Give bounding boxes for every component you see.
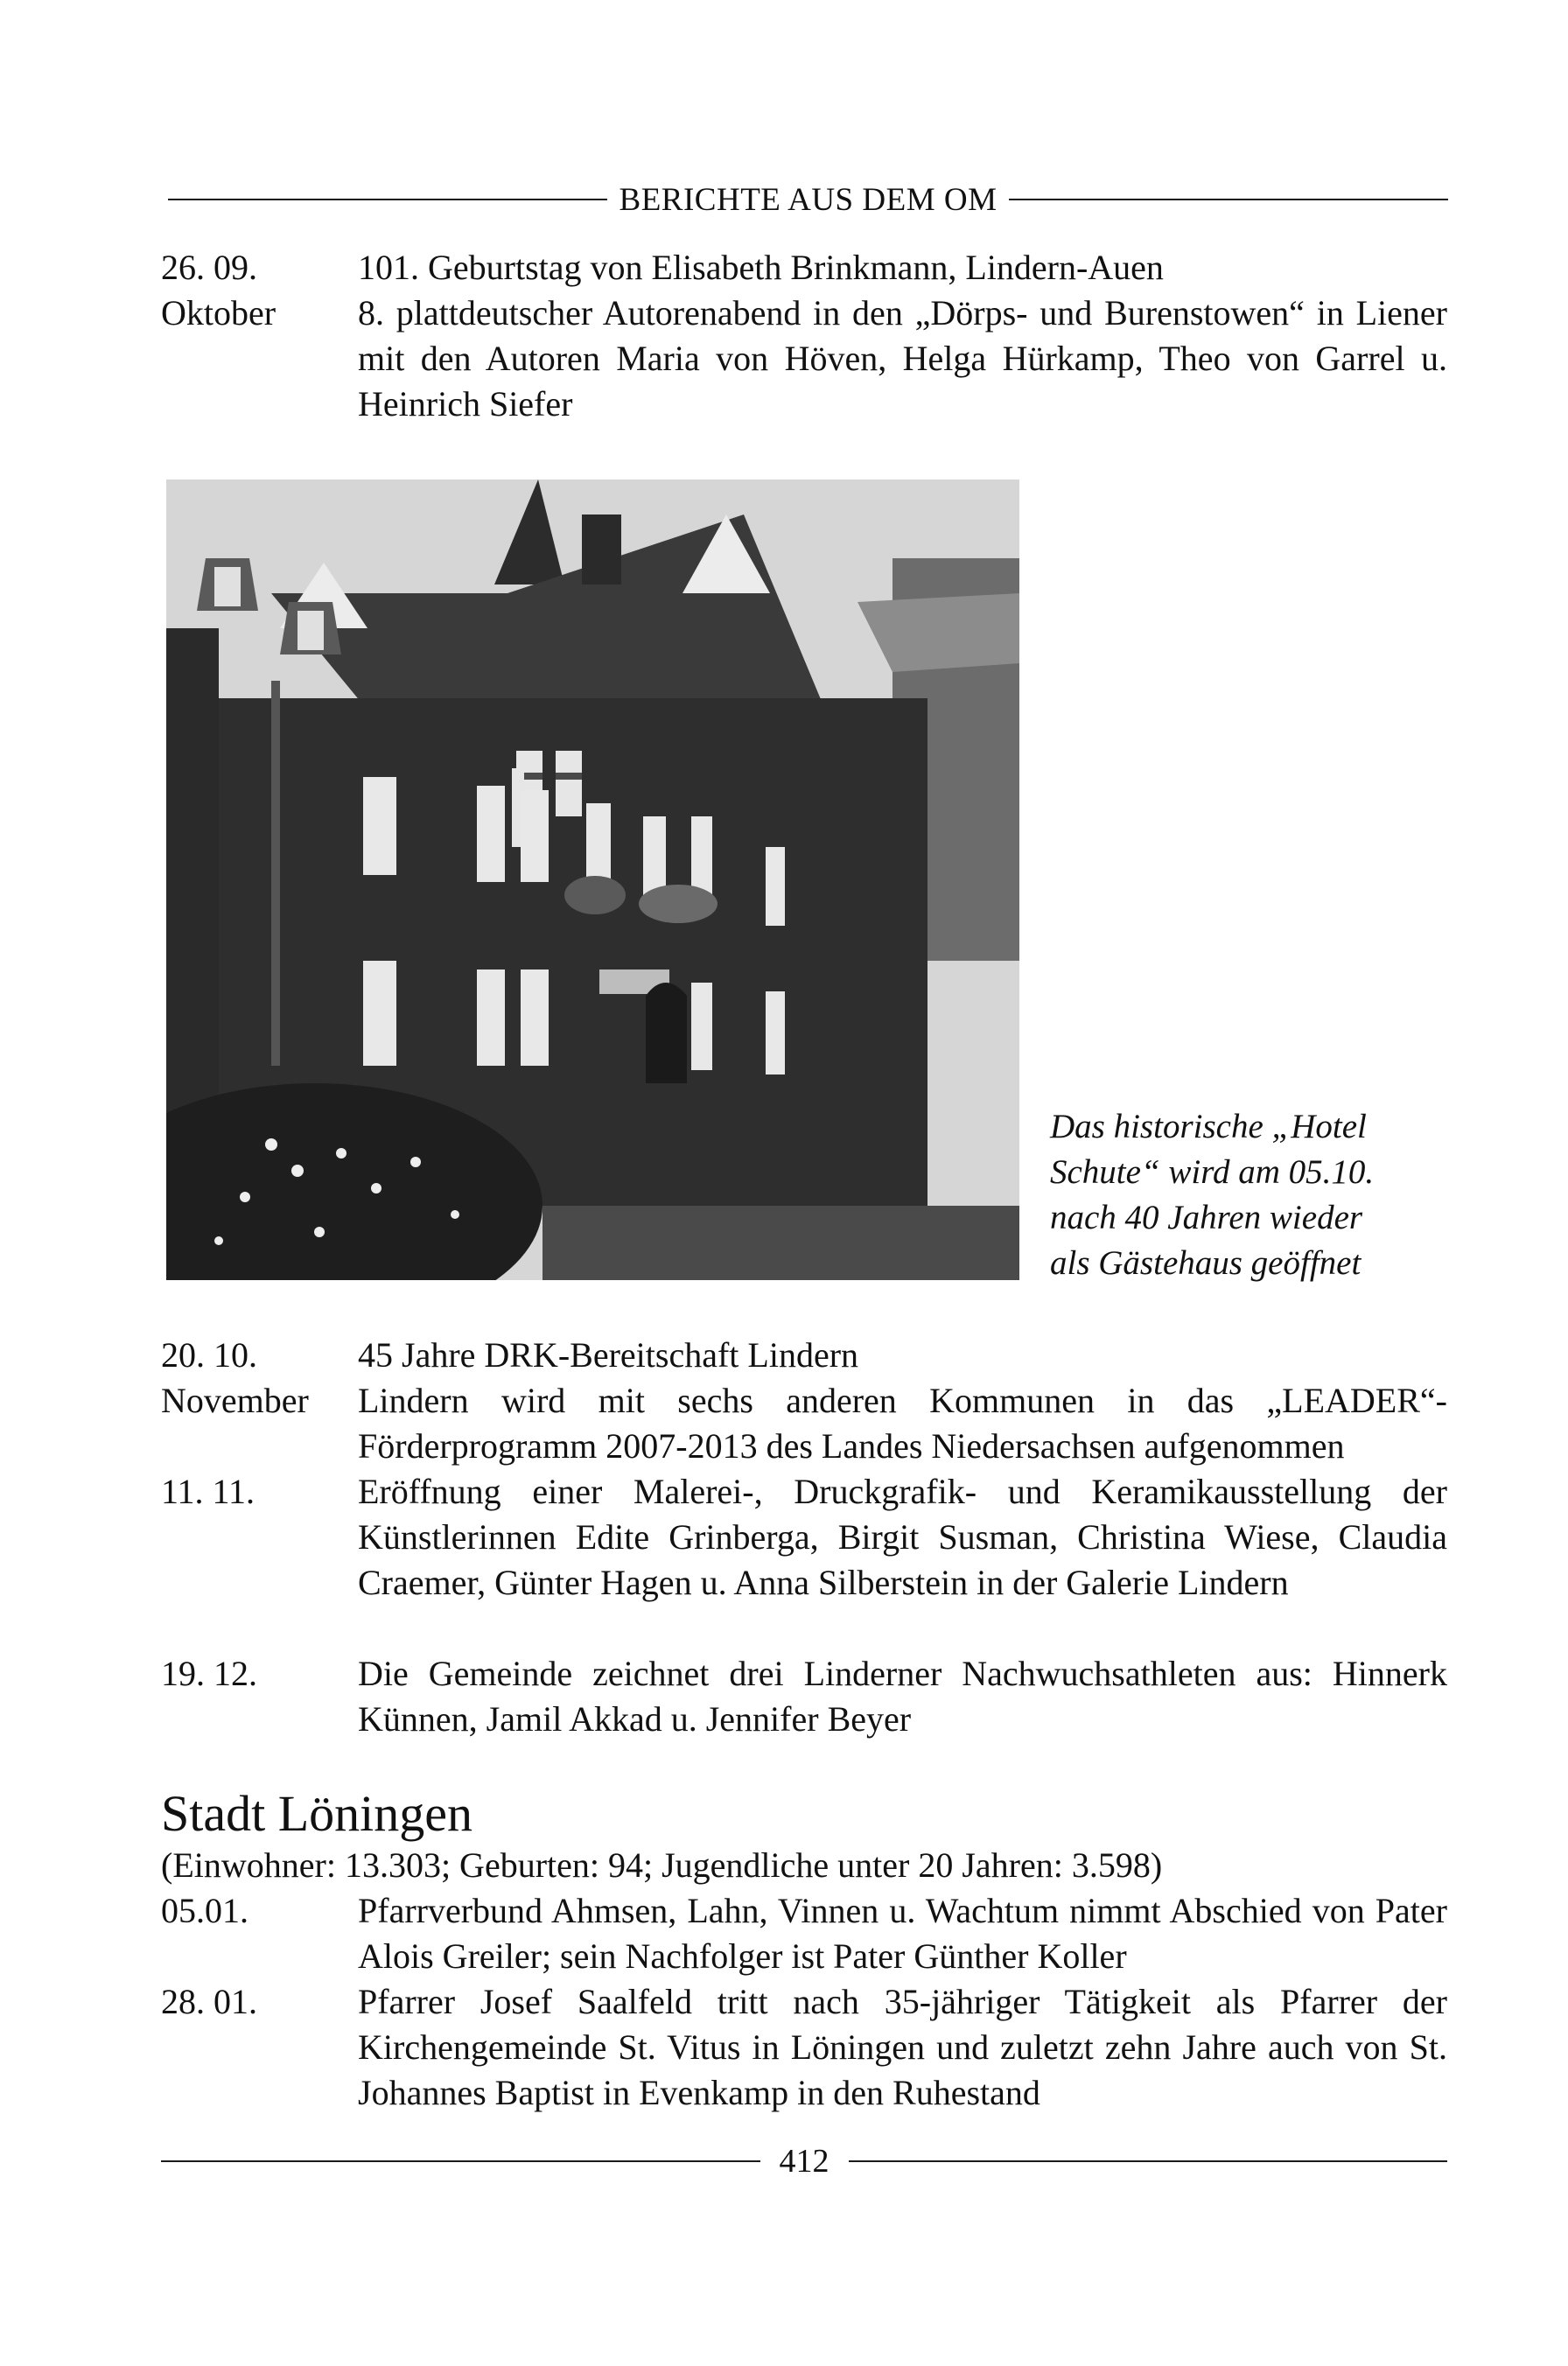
hotel-building-illustration bbox=[166, 480, 1019, 1280]
entry-text: Pfarrer Josef Saalfeld tritt nach 35-jähriger Tätigkeit als Pfarrer der Kirchengemeinde St. Vitus in Löningen und zuletzt zehn Jahre auch von St. Johannes Baptist in Evenkamp in den Ruhestand bbox=[358, 1982, 1447, 2112]
entry-text: Die Gemeinde zeichnet drei Linderner Nachwuchsathleten aus: Hinnerk Künnen, Jamil Akkad u. Jennifer Beyer bbox=[358, 1654, 1447, 1739]
chronicle-entry bbox=[161, 245, 1447, 290]
caption-line: Schute“ wird am 05.10. bbox=[1050, 1153, 1375, 1191]
chronicle-entry bbox=[161, 290, 1447, 427]
chronicle-entry bbox=[161, 1979, 1447, 2116]
footer-rule-left bbox=[161, 2160, 760, 2162]
entry-text: 45 Jahre DRK-Bereitschaft Lindern bbox=[358, 1335, 859, 1375]
entry-date: 26. 09. bbox=[161, 248, 257, 287]
population-stats: (Einwohner: 13.303; Geburten: 94; Jugendliche unter 20 Jahren: 3.598) bbox=[161, 1845, 1163, 1885]
entry-text: Eröffnung einer Malerei-, Druckgrafik- und Keramikausstellung der Künstlerinnen Edite Grinberga, Birgit Susman, Christina Wiese, Claudia Craemer, Günter Hagen u. Anna Silberstein in der Galerie Lindern bbox=[358, 1472, 1447, 1602]
photo-caption bbox=[1050, 1104, 1452, 1286]
page-footer bbox=[161, 2139, 1447, 2183]
chronicle-entry bbox=[161, 1333, 1447, 1378]
entry-date: 05.01. bbox=[161, 1891, 248, 1930]
chronicle-entry bbox=[161, 1651, 1447, 1742]
entry-text: Lindern wird mit sechs anderen Kommunen in das „LEADER“-Förderprogramm 2007-2013 des Landes Niedersachsen aufgenommen bbox=[358, 1381, 1447, 1466]
header-rule-left bbox=[168, 199, 607, 200]
footer-rule-right bbox=[849, 2160, 1448, 2162]
entry-date: 11. 11. bbox=[161, 1472, 256, 1511]
section-heading: Stadt Löningen bbox=[161, 1785, 473, 1842]
entry-text: Pfarrverbund Ahmsen, Lahn, Vinnen u. Wachtum nimmt Abschied von Pater Alois Greiler; sein Nachfolger ist Pater Günther Koller bbox=[358, 1891, 1447, 1976]
caption-line: Das historische „Hotel bbox=[1050, 1108, 1367, 1145]
running-header bbox=[168, 179, 1448, 220]
entry-text: 101. Geburtstag von Elisabeth Brinkmann, Lindern-Auen bbox=[358, 248, 1164, 287]
entry-date: 19. 12. bbox=[161, 1654, 257, 1693]
caption-line: nach 40 Jahren wieder bbox=[1050, 1199, 1363, 1236]
entry-date: Oktober bbox=[161, 293, 276, 332]
entry-text: 8. plattdeutscher Autorenabend in den „Dörps- und Burenstowen“ in Liener mit den Autoren Maria von Höven, Helga Hürkamp, Theo von Garrel u. Heinrich Siefer bbox=[358, 293, 1447, 424]
chronicle-entry bbox=[161, 1378, 1447, 1469]
page-number: 412 bbox=[779, 2143, 830, 2180]
header-rule-right bbox=[1009, 199, 1448, 200]
hotel-photo bbox=[166, 480, 1019, 1280]
caption-line: als Gästehaus geöffnet bbox=[1050, 1244, 1362, 1282]
entry-date: 20. 10. bbox=[161, 1335, 257, 1375]
entry-date: November bbox=[161, 1381, 309, 1420]
chronicle-entry bbox=[161, 1888, 1447, 1979]
running-title: BERICHTE AUS DEM OM bbox=[619, 181, 998, 218]
chronicle-entry bbox=[161, 1469, 1447, 1606]
entry-date: 28. 01. bbox=[161, 1982, 257, 2021]
